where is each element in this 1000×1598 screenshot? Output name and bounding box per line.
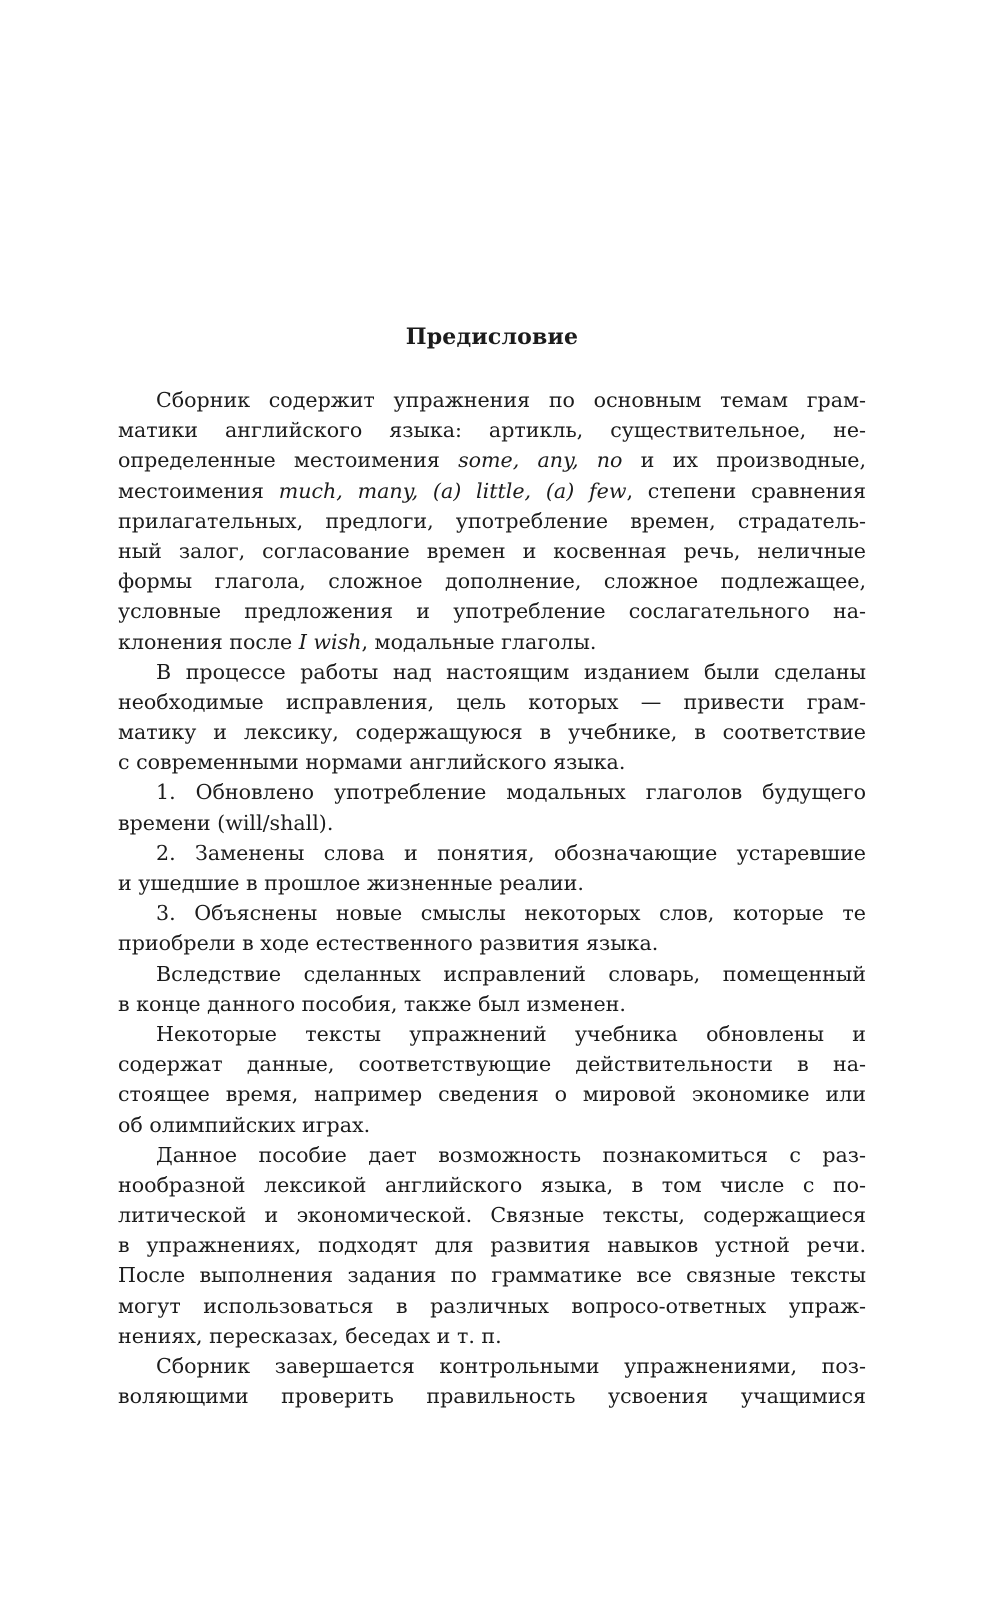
paragraph-5 [118, 901, 866, 961]
text-line: нениях, пересказах, беседах и т. п. [118, 1323, 502, 1348]
text-line: 1. Обновлено употребление модальных глаголов будущего [156, 780, 866, 805]
text-line: Некоторые тексты упражнений учебника обновлены и [156, 1021, 866, 1046]
italic-term: I wish [298, 629, 362, 654]
text-line: 3. Объяснены новые смыслы некоторых слов, которые те [156, 901, 866, 926]
text-line: В процессе работы над настоящим изданием были сделаны [156, 659, 866, 684]
paragraph-4 [118, 841, 866, 901]
text-line: необходимые исправления, цель которых — привести грам- [118, 689, 866, 714]
text-line: времени (will/shall). [118, 810, 334, 835]
text-line: ный залог, согласование времен и косвенная речь, неличные [118, 538, 866, 563]
page-title: Предисловие [405, 324, 579, 350]
paragraph-7 [118, 1022, 866, 1143]
italic-term: some, any, no [458, 448, 623, 473]
text-line: литической и экономической. Связные тексты, содержащиеся [118, 1203, 866, 1228]
text-line: воляющими проверить правильность усвоения учащимися [118, 1384, 866, 1409]
text-line: приобрели в ходе естественного развития языка. [118, 931, 659, 956]
text-line: Вследствие сделанных исправлений словарь, помещенный [156, 961, 866, 986]
text-line: условные предложения и употребление сослагательного на- [118, 599, 866, 624]
text-line: и ушедшие в прошлое жизненные реалии. [118, 871, 584, 895]
paragraph-6 [118, 962, 866, 1022]
text-line: определенные местоимения some, any, no и их производные, [118, 448, 866, 473]
document-page [118, 322, 866, 1414]
paragraph-1 [118, 388, 866, 660]
paragraph-9 [118, 1354, 866, 1414]
text-line: 2. Заменены слова и понятия, обозначающие устаревшие [156, 840, 866, 865]
text-line: Сборник завершается контрольными упражнениями, поз- [156, 1354, 866, 1378]
text-line: нообразной лексикой английского языка, в том числе с по- [118, 1172, 866, 1197]
text-line: матику и лексику, содержащуюся в учебнике, в соответствие [118, 720, 866, 745]
text-line: После выполнения задания по грамматике все связные тексты [118, 1263, 866, 1288]
text-line: местоимения much, many, (a) little, (a) few, степени сравнения [118, 478, 866, 503]
text-line: формы глагола, сложное дополнение, сложное подлежащее, [118, 569, 866, 594]
text-line: Сборник содержит упражнения по основным темам грам- [156, 388, 866, 412]
paragraph-2 [118, 660, 866, 781]
paragraph-3 [118, 780, 866, 840]
text-line: в упражнениях, подходят для развития навыков устной речи. [118, 1233, 866, 1258]
text-line: могут использоваться в различных вопросо-ответных упраж- [118, 1293, 866, 1318]
text-line: прилагательных, предлоги, употребление времен, страдатель- [118, 508, 866, 533]
text-line: Данное пособие дает возможность познакомиться с раз- [156, 1142, 866, 1167]
text-line: об олимпийских играх. [118, 1112, 371, 1137]
text-line: стоящее время, например сведения о мировой экономике или [118, 1082, 866, 1107]
text-line: с современными нормами английского языка. [118, 750, 626, 775]
paragraph-8 [118, 1143, 866, 1354]
text-line: содержат данные, соответствующие действительности в на- [118, 1052, 866, 1077]
text-line: клонения после I wish, модальные глаголы. [118, 629, 597, 654]
text-line: в конце данного пособия, также был изменен. [118, 991, 626, 1016]
text-line: матики английского языка: артикль, существительное, не- [118, 418, 866, 443]
italic-term: much, many, (a) little, (a) few [278, 478, 627, 503]
